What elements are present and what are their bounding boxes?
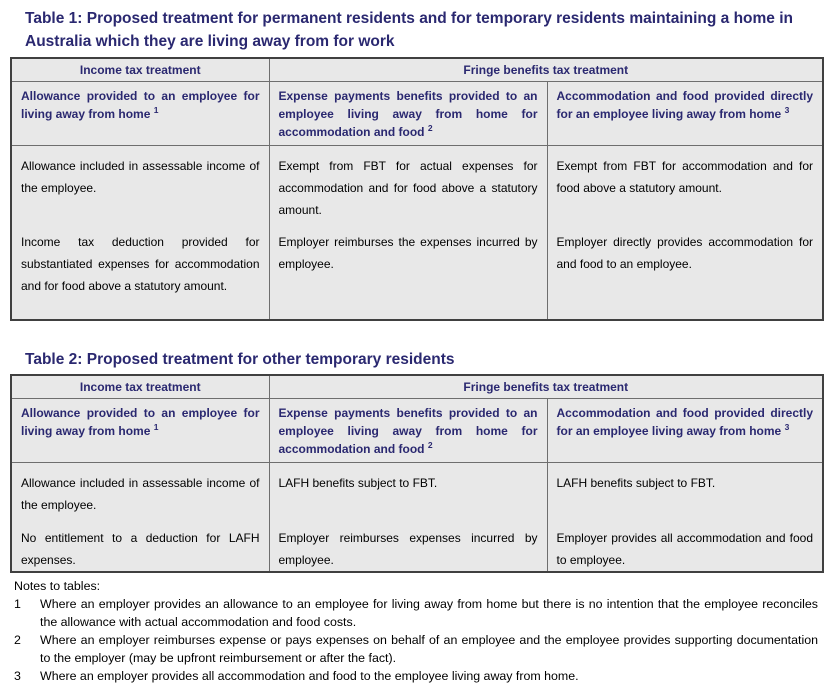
table1-cell-exempt-accommodation: Exempt from FBT for accommodation and for food above a statutory amount. [556,158,814,195]
note-text: Where an employer provides all accommodation and food to the employee living away from home. [40,669,579,683]
notes-heading: Notes to tables: [14,579,101,593]
footnote-ref-3: 3 [784,421,790,432]
note-item [14,667,818,685]
table2 [10,374,824,573]
note-text: Where an employer reimburses expense or pays expenses on behalf of an employee and the employee provides supporting documentation to the employer (may be upfront reimbursement or after the fact). [40,633,818,665]
table1 [10,57,824,321]
table-cell [547,518,823,572]
note-number: 1 [14,597,21,611]
table-cell [547,222,823,320]
footnote-ref-2: 2 [427,122,433,133]
footnote-ref-1: 1 [153,421,159,432]
table2-header-fbt: Fringe benefits tax treatment [269,375,823,398]
table-cell [11,145,269,222]
table2-title: Table 2: Proposed treatment for other temporary residents [25,351,455,368]
table2-cell-employer-reimburses: Employer reimburses expenses incurred by employee. [278,531,538,567]
table1-cell-employer-reimburses: Employer reimburses the expenses incurred by employee. [278,235,538,271]
table2-header-income-tax: Income tax treatment [11,375,269,398]
table2-subheader-accommodation-text: Accommodation and food provided directly for an employee living away from home [556,405,814,438]
table1-header-income-tax: Income tax treatment [11,58,269,81]
notes-section [14,577,818,685]
footnote-ref-1: 1 [153,104,159,115]
table1-subheader-expense-payments [269,81,547,145]
table1-subheader-accommodation [547,81,823,145]
table2-subheader-expense-payments [269,398,547,462]
table2-top-header-row [11,375,823,398]
table2-subheader-expense-text: Expense payments benefits provided to an employee living away from home for accommodation and food [278,405,538,456]
note-number: 3 [14,669,21,683]
table2-subheader-accommodation [547,398,823,462]
table2-subheader-allowance [11,398,269,462]
table-cell [547,145,823,222]
note-text: Where an employer provides an allowance to an employee for living away from home but there is no intention that the employee reconciles the allowance with actual accommodation and food costs. [40,597,818,629]
table1-body-row-2 [11,222,823,320]
table2-cell-lafh-fbt-accommodation: LAFH benefits subject to FBT. [556,475,716,490]
table2-body-row-1 [11,462,823,518]
table1-cell-exempt-actual-expenses: Exempt from FBT for actual expenses for accommodation and for food above a statutory amount. [278,158,538,217]
table-cell [11,462,269,518]
table2-sub-header-row [11,398,823,462]
table1-cell-income-tax-deduction: Income tax deduction provided for substantiated expenses for accommodation and for food above a statutory amount. [21,235,260,293]
note-item [14,595,818,631]
document-page [0,7,832,685]
table2-cell-no-entitlement: No entitlement to a deduction for LAFH expenses. [21,531,260,567]
table2-body-row-2 [11,518,823,572]
note-item [14,631,818,667]
table2-cell-employer-provides-all: Employer provides all accommodation and food to employee. [556,531,814,567]
table2-subheader-allowance-text: Allowance provided to an employee for living away from home [21,405,260,438]
table1-cell-allowance-assessable: Allowance included in assessable income of the employee. [21,158,260,195]
footnote-ref-3: 3 [784,104,790,115]
table1-subheader-allowance [11,81,269,145]
table-cell [269,145,547,222]
table-cell [269,462,547,518]
table1-subheader-allowance-text: Allowance provided to an employee for living away from home [21,88,260,121]
table1-subheader-accommodation-text: Accommodation and food provided directly for an employee living away from home [556,88,814,121]
table-cell [11,222,269,320]
footnote-ref-2: 2 [427,439,433,450]
table-cell [269,518,547,572]
table2-cell-allowance-assessable: Allowance included in assessable income of the employee. [21,475,260,512]
table1-body-row-1 [11,145,823,222]
table-cell [547,462,823,518]
table1-title: Table 1: Proposed treatment for permanent residents and for temporary residents maintaining a home in Australia which they are living away from for work [25,10,793,50]
note-number: 2 [14,633,21,647]
table-cell [11,518,269,572]
table1-cell-employer-provides: Employer directly provides accommodation for and food to an employee. [556,235,814,271]
table1-top-header-row [11,58,823,81]
table1-sub-header-row [11,81,823,145]
table-cell [269,222,547,320]
table2-cell-lafh-fbt-expense: LAFH benefits subject to FBT. [278,475,438,490]
table1-header-fbt: Fringe benefits tax treatment [269,58,823,81]
table1-subheader-expense-text: Expense payments benefits provided to an employee living away from home for accommodation and food [278,88,538,139]
